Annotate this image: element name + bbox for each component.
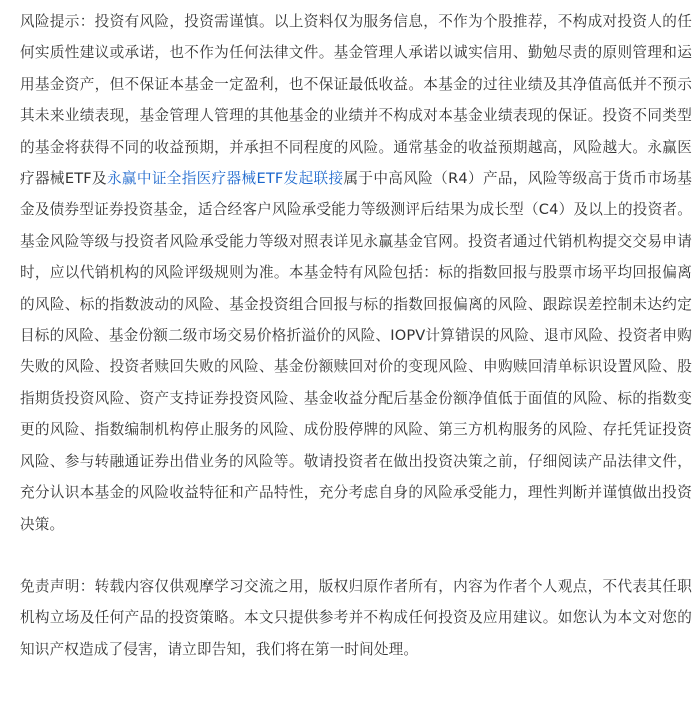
risk-notice-paragraph — [20, 6, 692, 540]
risk-notice-text: 风险提示：投资有风险，投资需谨慎。以上资料仅为服务信息，不作为个股推荐，不构成对投资人的任何实质性建议或承诺，也不作为任何法律文件。基金管理人承诺以诚实信用、勤勉尽责的原则管理和运用基金资产，但不保证本基金一定盈利，也不保证最低收益。本基金的过往业绩及其净值高低并不预示其未来业绩表现，基金管理人管理的其他基金的业绩并不构成对本基金业绩表现的保证。投资不同类型的基金将获得不同的收益预期，并承担不同程度的风险。通常基金的收益预期越高，风险越大。永赢医疗器械ETF及 — [20, 13, 692, 188]
fund-link[interactable]: 永赢中证全指医疗器械ETF发起联接 — [106, 170, 344, 188]
risk-notice-text-continued: 属于中高风险（R4）产品，风险等级高于货币市场基金及债券型证券投资基金，适合经客户风险承受能力等级测评后结果为成长型（C4）及以上的投资者。基金风险等级与投资者风险承受能力等级对照表详见永赢基金官网。投资者通过代销机构提交交易申请时，应以代销机构的风险评级规则为准。本基金特有风险包括：标的指数回报与股票市场平均回报偏离的风险、标的指数波动的风险、基金投资组合回报与标的指数回报偏离的风险、跟踪误差控制未达约定目标的风险、基金份额二级市场交易价格折溢价的风险、IOPV计算错误的风险、退市风险、投资者申购失败的风险、投资者赎回失败的风险、基金份额赎回对价的变现风险、申购赎回清单标识设置风险、股指期货投资风险、资产支持证券投资风险、基金收益分配后基金份额净值低于面值的风险、标的指数变更的风险、指数编制机构停止服务的风险、成份股停牌的风险、第三方机构服务的风险、存托凭证投资风险、参与转融通证券出借业务的风险等。敬请投资者在做出投资决策之前，仔细阅读产品法律文件，充分认识本基金的风险收益特征和产品特性，充分考虑自身的风险承受能力，理性判断并谨慎做出投资决策。 — [20, 170, 692, 533]
disclaimer-paragraph — [20, 571, 692, 665]
disclaimer-text: 免责声明：转载内容仅供观摩学习交流之用，版权归原作者所有，内容为作者个人观点，不代表其任职机构立场及任何产品的投资策略。本文只提供参考并不构成任何投资及应用建议。如您认为本文对您的知识产权造成了侵害，请立即告知，我们将在第一时间处理。 — [20, 577, 692, 658]
